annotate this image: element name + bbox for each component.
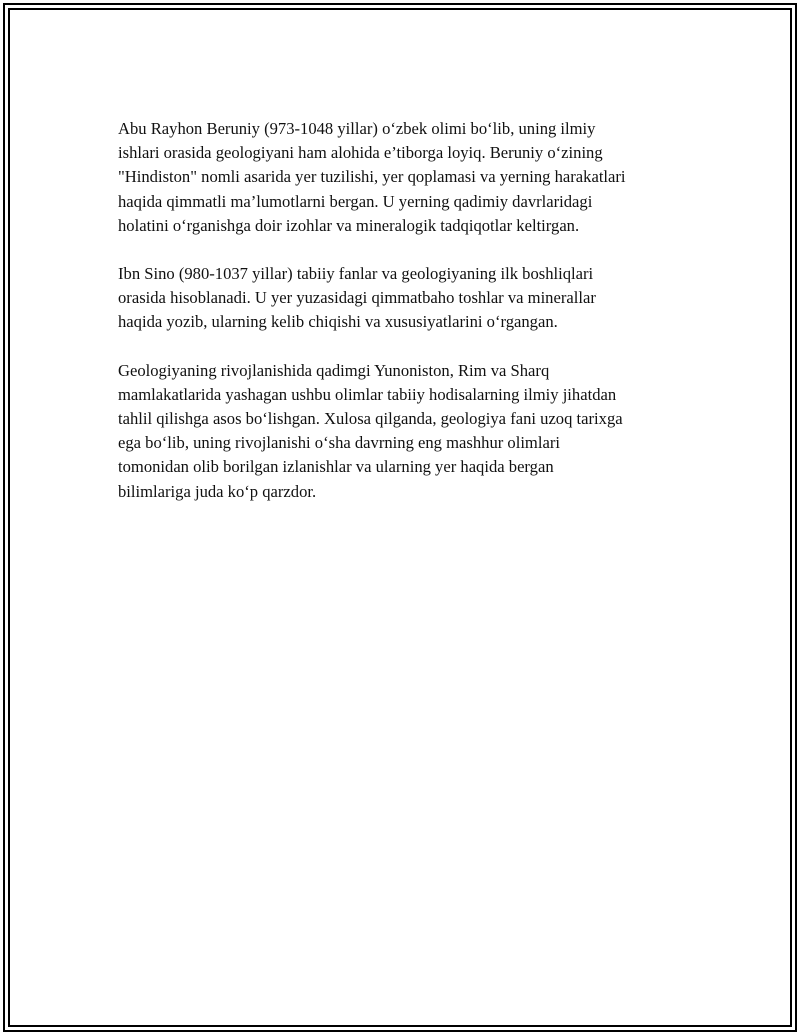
text-line: tahlil qilishga asos bo‘lishgan. Xulosa qilganda, geologiya fani uzoq tarixga — [118, 409, 623, 429]
text-line: haqida qimmatli ma’lumotlarni bergan. U yerning qadimiy davrlaridagi — [118, 191, 593, 211]
text-line: mamlakatlarida yashagan ushbu olimlar tabiiy hodisalarning ilmiy jihatdan — [118, 384, 617, 404]
paragraph-ibn-sino — [118, 262, 688, 335]
document-body — [118, 117, 688, 504]
paragraph-beruniy — [118, 117, 688, 238]
text-line: Ibn Sino (980-1037 yillar) tabiiy fanlar va geologiyaning ilk boshliqlari — [118, 264, 594, 284]
text-line: haqida yozib, ularning kelib chiqishi va xususiyatlarini o‘rgangan. — [118, 312, 558, 332]
text-line: Abu Rayhon Beruniy (973-1048 yillar) o‘zbek olimi bo‘lib, uning ilmiy — [118, 119, 596, 138]
text-line: tomonidan olib borilgan izlanishlar va ularning yer haqida bergan — [118, 457, 554, 477]
paragraph-conclusion — [118, 359, 688, 504]
text-line: Geologiyaning rivojlanishida qadimgi Yunoniston, Rim va Sharq — [118, 360, 550, 380]
text-line: "Hindiston" nomli asarida yer tuzilishi, yer qoplamasi va yerning harakatlari — [118, 167, 626, 187]
text-line: ishlari orasida geologiyani ham alohida e’tiborga loyiq. Beruniy o‘zining — [118, 143, 603, 163]
text-line: orasida hisoblanadi. U yer yuzasidagi qimmatbaho toshlar va minerallar — [118, 288, 596, 308]
text-line: holatini o‘rganishga doir izohlar va mineralogik tadqiqotlar keltirgan. — [118, 215, 580, 235]
text-line: bilimlariga juda ko‘p qarzdor. — [118, 481, 317, 501]
text-line: ega bo‘lib, uning rivojlanishi o‘sha davrning eng mashhur olimlari — [118, 433, 560, 453]
